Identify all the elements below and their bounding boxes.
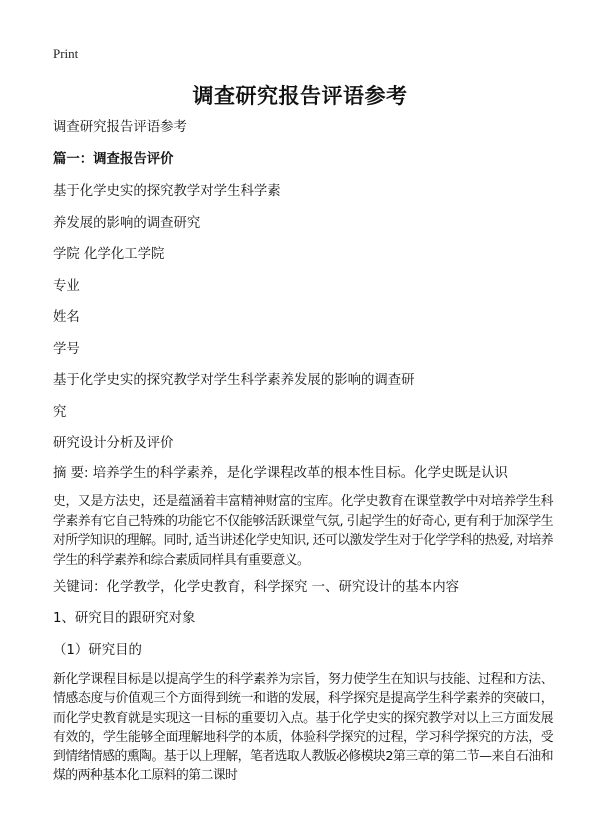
abstract-paragraph: 史，又是方法史，还是蕴涵着丰富精神财富的宝库。化学史教育在课堂教学中对培养学生科学素养有它自己特殊的功能它不仅能够活跃课堂气氛, 引起学生的好奇心, 更有利于加深学生对所学知识的理解。同时, 适当讲述化学史知识, 还可以激发学生对于化学学科的热爱, 对培养学生的科学素养和综合素质同样具有重要意义。 [53,494,553,568]
text-line: 养发展的影响的调查研究 [53,216,201,231]
text-line: 专业 [53,279,80,294]
section-heading: 篇一：调查报告评价 [53,152,174,167]
section-1-heading: 1、研究目的跟研究对象 [53,611,196,626]
abstract-line: 摘 要: 培养学生的科学素养，是化学课程改革的根本性目标。化学史既是认识 [53,466,508,481]
text-line: 研究设计分析及评价 [53,436,174,451]
text-line: 究 [53,405,67,420]
text-line: 基于化学史实的探究教学对学生科学素养发展的影响的调查研 [53,373,415,388]
page-title: 调查研究报告评语参考 [192,84,408,108]
section-1-1-heading: （1）研究目的 [53,643,142,658]
print-link[interactable]: Print [53,46,79,61]
text-line: 学号 [53,342,80,357]
text-line: 学院 化学化工学院 [53,247,165,262]
keywords-line: 关键词：化学教学，化学史教育，科学探究 一、研究设计的基本内容 [53,580,459,595]
body-paragraph: 新化学课程目标是以提高学生的科学素养为宗旨，努力使学生在知识与技能、过程和方法、情感态度与价值观三个方面得到统一和谐的发展，科学探究是提高学生科学素养的突破口，而化学史教育就是实现这一目标的重要切入点。基于化学史实的探究教学对以上三方面发展有效的，学生能够全面理解地科学的本质，体验科学探究的过程，学习科学探究的方法，受到情绪情感的熏陶。基于以上理解，笔者选取人教版必修模块2第三章的第二节—来自石油和煤的两种基本化工原料的第二课时 [53,672,553,784]
text-line: 基于化学史实的探究教学对学生科学素 [53,184,281,199]
document-subtitle: 调查研究报告评语参考 [53,120,187,135]
text-line: 姓名 [53,310,80,325]
